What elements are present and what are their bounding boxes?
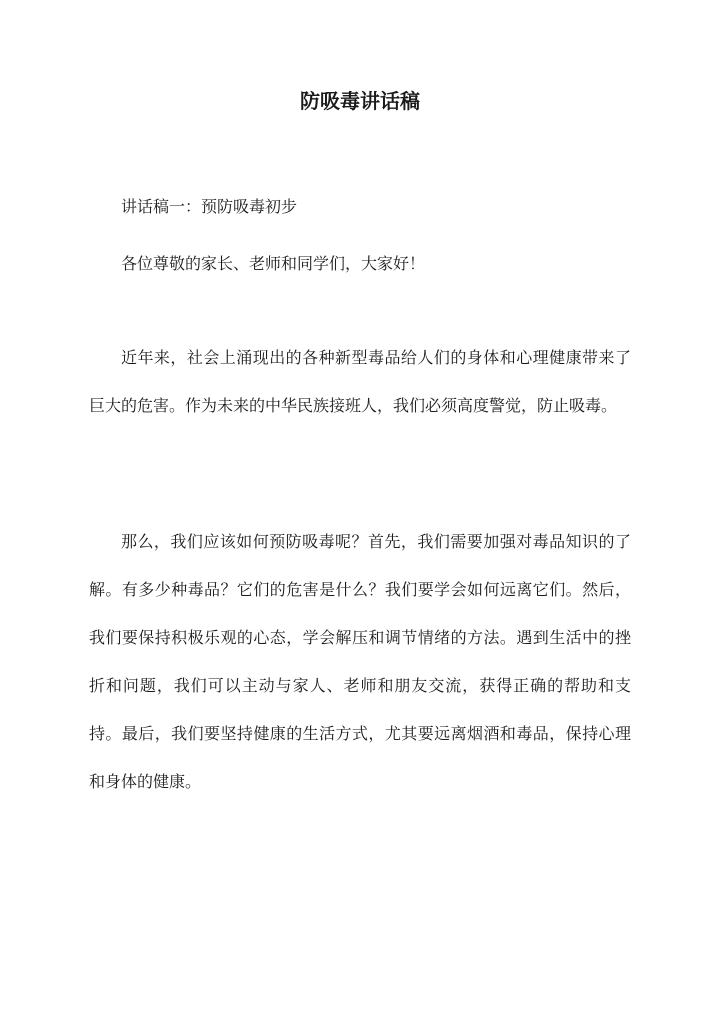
- paragraph-2: 那么，我们应该如何预防吸毒呢？首先，我们需要加强对毒品知识的了解。有多少种毒品？它们的危害是什么？我们要学会如何远离它们。然后，我们要保持积极乐观的心态，学会解压和调节情绪的方法。遇到生活中的挫折和问题，我们可以主动与家人、老师和朋友交流，获得正确的帮助和支持。最后，我们要坚持健康的生活方式，尤其要远离烟酒和毒品，保持心理和身体的健康。: [89, 532, 631, 791]
- speech-subtitle: 讲话稿一：预防吸毒初步: [121, 197, 298, 216]
- paragraph-1: 近年来，社会上涌现出的各种新型毒品给人们的身体和心理健康带来了巨大的危害。作为未来的中华民族接班人，我们必须高度警觉，防止吸毒。: [89, 348, 631, 415]
- greeting-line: 各位尊敬的家长、老师和同学们，大家好！: [121, 254, 426, 273]
- document-title: 防吸毒讲话稿: [300, 89, 420, 113]
